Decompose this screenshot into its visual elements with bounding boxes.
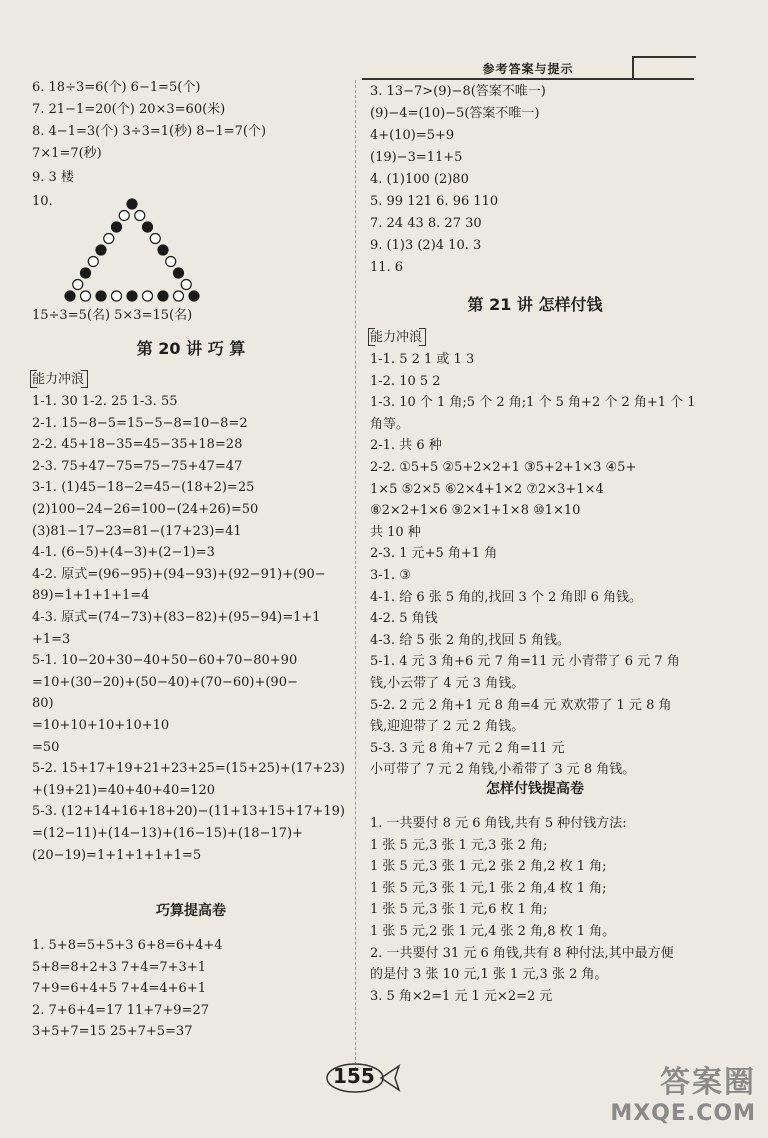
answer-line: 3-1. (1)45−18−2=45−(18+2)=25: [32, 480, 255, 496]
answer-line: 80): [32, 696, 54, 712]
answer-line: ⑧2×2+1×6 ⑨2×1+1×8 ⑩1×10: [370, 503, 581, 519]
black-bead: [112, 222, 122, 232]
triangle-caption: 15÷3=5(名) 5×3=15(名): [32, 308, 193, 323]
answer-line: +1=3: [32, 631, 71, 647]
white-bead: [150, 234, 160, 244]
answer-line: 1 张 5 元,3 张 1 元,6 枚 1 角;: [370, 902, 548, 918]
black-bead: [174, 268, 184, 278]
answer-line: 4-1. (6−5)+(4−3)+(2−1)=3: [32, 545, 215, 561]
answer-line: =10+10+10+10+10: [32, 718, 170, 733]
watermark-title: 答案圈: [660, 1065, 756, 1100]
black-bead: [158, 245, 168, 255]
white-bead: [135, 211, 145, 221]
answer-line: 1. 一共要付 8 元 6 角钱,共有 5 种付钱方法:: [370, 816, 627, 831]
answer-line: +(19+21)=40+40+40=120: [32, 782, 216, 798]
answer-line: 4-3. 给 5 张 2 角的,找回 5 角钱。: [370, 632, 570, 648]
white-bead: [119, 211, 129, 221]
answer-line: 5-3. (12+14+16+18+20)−(11+13+15+17+19): [32, 804, 345, 820]
answer-line: 7+9=6+4+5 7+4=4+6+1: [32, 981, 206, 996]
answer-line: 5. 99 121 6. 96 110: [370, 194, 499, 209]
answer-line: 4-3. 原式=(74−73)+(83−82)+(95−94)=1+1: [32, 610, 321, 625]
answer-line: 5-2. 15+17+19+21+23+25=(15+25)+(17+23): [32, 761, 345, 777]
answer-line: 4-2. 5 角钱: [370, 611, 438, 627]
watermark-url: MXQE.COM: [610, 1101, 756, 1126]
watermark: [610, 1057, 756, 1126]
header-title: 参考答案与提示: [482, 62, 574, 76]
answer-line: 1-1. 30 1-2. 25 1-3. 55: [32, 394, 178, 409]
white-bead: [166, 257, 176, 267]
answer-line: 2-2. 45+18−35=45−35+18=28: [32, 437, 243, 453]
page-number-badge: [315, 1058, 405, 1098]
lecture-20-title: 第 20 讲 巧 算: [136, 339, 246, 358]
review-title: 怎样付钱提高卷: [486, 781, 584, 797]
answer-line: 7. 24 43 8. 27 30: [370, 216, 482, 231]
answer-line: 小可带了 7 元 2 角钱,小希带了 3 元 8 角钱。: [370, 762, 636, 778]
bead-group: [65, 199, 199, 301]
answer-line: 5-1. 10−20+30−40+50−60+70−80+90: [32, 653, 298, 669]
section-tag: 能力冲浪: [32, 368, 84, 387]
answer-line: (3)81−17−23=81−(17+23)=41: [32, 523, 242, 539]
answer-line: 4-2. 原式=(96−95)+(94−93)+(92−91)+(90−: [32, 566, 326, 582]
answer-line: 1-3. 10 个 1 角;5 个 2 角;1 个 5 角+2 个 2 角+1 个 1: [370, 395, 696, 411]
black-bead: [189, 291, 199, 301]
answer-line: 2-3. 1 元+5 角+1 角: [370, 546, 498, 562]
answer-line: 2-1. 共 6 种: [370, 438, 442, 454]
answer-line: 3. 13−7>(9)−8(答案不唯一): [370, 84, 546, 99]
black-bead: [127, 291, 137, 301]
answer-line: 7. 21−1=20(个) 20×3=60(米): [32, 102, 226, 117]
black-bead: [158, 291, 168, 301]
answer-line: 5-1. 4 元 3 角+6 元 7 角=11 元 小青带了 6 元 7 角: [370, 654, 680, 670]
answer-line: 5-3. 3 元 8 角+7 元 2 角=11 元: [370, 740, 565, 756]
answer-line: =10+(30−20)+(50−40)+(70−60)+(90−: [32, 674, 298, 690]
answer-line: 9. (1)3 (2)4 10. 3: [370, 238, 482, 253]
answer-line: 1 张 5 元,3 张 1 元,3 张 2 角;: [370, 837, 548, 853]
column-divider: [355, 80, 357, 1080]
white-bead: [174, 291, 184, 301]
answer-line: 10.: [32, 194, 53, 209]
answer-line: 2-3. 75+47−75=75−75+47=47: [32, 458, 243, 474]
answer-line: 1 张 5 元,3 张 1 元,1 张 2 角,4 枚 1 角;: [370, 880, 607, 896]
answer-line: 共 10 种: [370, 524, 421, 540]
answer-line: 8. 4−1=3(个) 3÷3=1(秒) 8−1=7(个): [32, 124, 267, 139]
white-bead: [88, 257, 98, 267]
black-bead: [96, 245, 106, 255]
answer-line: (19)−3=11+5: [370, 150, 463, 165]
answer-line: 钱,迎迎带了 2 元 2 角钱。: [370, 719, 525, 735]
answer-line: 2. 7+6+4=17 11+7+9=27: [32, 1002, 210, 1018]
answer-line: (20−19)=1+1+1+1+1=5: [32, 847, 202, 863]
answer-line: =(12−11)+(14−13)+(16−15)+(18−17)+: [32, 826, 303, 841]
bead-triangle-figure: [62, 196, 202, 306]
answer-line: 6. 18÷3=6(个) 6−1=5(个): [32, 80, 201, 95]
page-header: [362, 58, 694, 80]
answer-line: (9)−4=(10)−5(答案不唯一): [370, 106, 540, 121]
answer-line: 1×5 ⑤2×5 ⑥2×4+1×2 ⑦2×3+1×4: [370, 481, 604, 497]
black-bead: [81, 268, 91, 278]
answer-line: =50: [32, 739, 60, 755]
answer-line: 4+(10)=5+9: [370, 128, 455, 143]
answer-line: 3-1. ③: [370, 568, 411, 583]
black-bead: [96, 291, 106, 301]
white-bead: [73, 280, 83, 290]
header-tab-decoration: [632, 56, 696, 80]
answer-line: 4. (1)100 (2)80: [370, 172, 469, 187]
answer-line: 9. 3 楼: [32, 170, 74, 185]
answer-line: (2)100−24−26=100−(24+26)=50: [32, 502, 259, 517]
answer-line: 2-2. ①5+5 ②5+2×2+1 ③5+2+1×3 ④5+: [370, 460, 637, 475]
section-tag: 能力冲浪: [370, 326, 422, 345]
white-bead: [81, 291, 91, 301]
white-bead: [181, 280, 191, 290]
answer-line: 3. 5 角×2=1 元 1 元×2=2 元: [370, 988, 553, 1004]
black-bead: [65, 291, 75, 301]
white-bead: [143, 291, 153, 301]
black-bead: [127, 199, 137, 209]
answer-line: 4-1. 给 6 张 5 角的,找回 3 个 2 角即 6 角钱。: [370, 589, 643, 605]
answer-line: 11. 6: [370, 260, 404, 275]
answer-line: 1. 5+8=5+5+3 6+8=6+4+4: [32, 938, 223, 953]
answer-line: 2. 一共要付 31 元 6 角钱,共有 8 种付法,其中最方便: [370, 945, 674, 961]
answer-line: 1-1. 5 2 1 或 1 3: [370, 352, 475, 367]
lecture-21-title: 第 21 讲 怎样付钱: [467, 295, 603, 314]
answer-line: 的是付 3 张 10 元,1 张 1 元,3 张 2 角。: [370, 967, 608, 983]
answer-line: 1-2. 10 5 2: [370, 373, 441, 389]
answer-line: 5-2. 2 元 2 角+1 元 8 角=4 元 欢欢带了 1 元 8 角: [370, 697, 672, 713]
page-number: 155: [333, 1064, 375, 1088]
answer-line: 钱,小云带了 4 元 3 角钱。: [370, 676, 525, 691]
answer-line: 1 张 5 元,2 张 1 元,4 张 2 角,8 枚 1 角。: [370, 924, 616, 939]
white-bead: [104, 234, 114, 244]
answer-line: 1 张 5 元,3 张 1 元,2 张 2 角,2 枚 1 角;: [370, 859, 607, 875]
answer-line: 2-1. 15−8−5=15−5−8=10−8=2: [32, 415, 248, 431]
answer-line: 3+5+7=15 25+7+5=37: [32, 1024, 193, 1039]
review-title: 巧算提高卷: [156, 903, 226, 919]
answer-line: 角等。: [370, 416, 410, 432]
answer-line: 89)=1+1+1+1=4: [32, 588, 150, 604]
black-bead: [143, 222, 153, 232]
answer-line: 7×1=7(秒): [32, 146, 102, 161]
white-bead: [112, 291, 122, 301]
answer-line: 5+8=8+2+3 7+4=7+3+1: [32, 959, 206, 975]
